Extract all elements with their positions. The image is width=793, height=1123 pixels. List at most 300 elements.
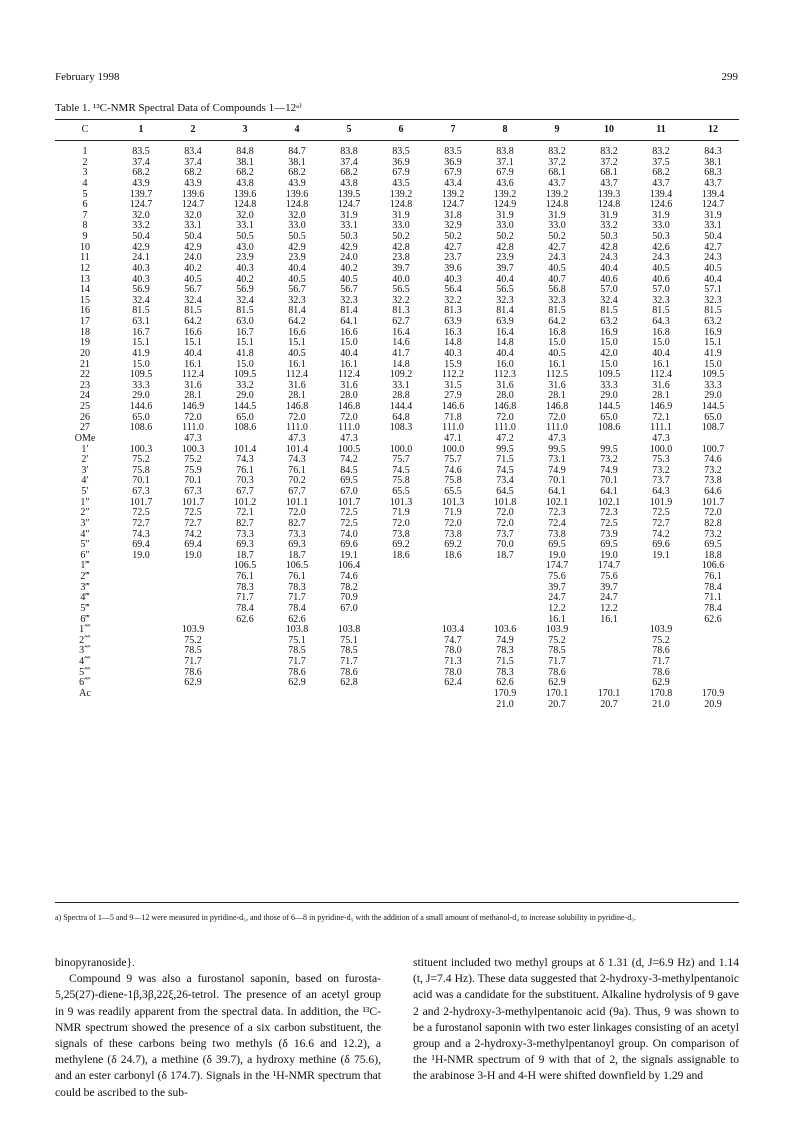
shift-value: 139.7	[129, 188, 153, 200]
shift-value	[687, 636, 739, 647]
shift-value: 74.2	[340, 454, 358, 466]
shift-value: 73.8	[444, 528, 462, 540]
shift-value: 40.6	[652, 273, 670, 285]
shift-value: 71.5	[496, 454, 514, 466]
shift-value: 124.7	[337, 199, 361, 211]
column-header: 6	[375, 120, 427, 141]
shift-value: 124.7	[441, 199, 465, 211]
table-row	[55, 678, 739, 689]
table-footnote: a) Spectra of 1—5 and 9—12 were measured in pyridine-d₅, and those of 6—8 in pyridine-d₅ with the addition of a small amount of methanol-d₄ to increase solubility in pyridine-d₅.	[55, 913, 637, 922]
shift-value: 74.2	[184, 528, 202, 540]
shift-value: 62.9	[184, 677, 202, 689]
shift-value: 32.3	[340, 294, 358, 306]
shift-value: 72.4	[548, 517, 566, 529]
shift-value	[687, 668, 739, 679]
shift-value: 78.4	[288, 602, 306, 614]
column-header: C	[55, 120, 115, 141]
shift-value	[583, 636, 635, 647]
shift-value: 101.8	[493, 496, 517, 508]
shift-value: 62.6	[704, 613, 722, 625]
shift-value: 81.5	[236, 305, 254, 317]
shift-value: 146.8	[493, 401, 517, 412]
shift-value: 72.1	[652, 411, 670, 423]
table-row	[55, 434, 739, 445]
shift-value: 68.1	[600, 167, 618, 179]
table-row	[55, 668, 739, 679]
carbon-label: 12	[80, 262, 90, 274]
carbon-label: 13	[80, 273, 90, 285]
shift-value: 16.1	[184, 358, 202, 370]
shift-value	[479, 583, 531, 594]
shift-value: 101.4	[285, 443, 309, 455]
shift-value: 100.0	[389, 443, 413, 455]
shift-value: 39.6	[444, 262, 462, 274]
shift-value: 108.3	[389, 422, 413, 434]
shift-value: 33.0	[288, 220, 306, 232]
shift-value: 40.4	[496, 347, 514, 359]
shift-value: 23.9	[236, 252, 254, 264]
shift-value	[115, 604, 167, 615]
shift-value: 33.2	[236, 379, 254, 391]
shift-value: 69.3	[288, 539, 306, 551]
shift-value: 31.9	[704, 209, 722, 221]
shift-value: 76.1	[236, 571, 254, 582]
shift-value: 40.4	[288, 262, 306, 274]
shift-value	[115, 593, 167, 604]
shift-value: 63.2	[704, 316, 722, 327]
shift-value: 39.7	[392, 262, 410, 274]
carbon-label: 5‴	[80, 602, 90, 614]
shift-value: 101.3	[441, 496, 465, 508]
carbon-label: 22	[80, 369, 90, 381]
shift-value: 15.0	[600, 358, 618, 370]
shift-value: 72.0	[288, 507, 306, 519]
carbon-label: 9	[82, 231, 88, 242]
shift-value: 24.7	[548, 592, 566, 604]
shift-value: 144.6	[129, 401, 153, 412]
table-row	[55, 700, 739, 711]
carbon-label: 3′	[81, 464, 89, 476]
shift-value: 72.5	[652, 507, 670, 519]
shift-value: 38.1	[704, 156, 722, 168]
shift-value: 67.9	[496, 167, 514, 179]
shift-value: 32.0	[236, 209, 254, 221]
carbon-label: 1′	[81, 443, 89, 455]
shift-value: 31.9	[600, 209, 618, 221]
shift-value: 73.8	[548, 528, 566, 540]
shift-value: 124.9	[493, 199, 517, 211]
shift-value: 170.9	[701, 687, 725, 699]
shift-value: 75.2	[184, 454, 202, 466]
shift-value: 72.5	[600, 517, 618, 529]
shift-value: 73.7	[652, 475, 670, 487]
shift-value: 73.1	[548, 454, 566, 466]
shift-value	[479, 572, 531, 583]
shift-value: 174.7	[545, 560, 569, 572]
shift-value: 139.2	[493, 188, 517, 200]
shift-value	[427, 593, 479, 604]
shift-value: 71.7	[288, 592, 306, 604]
shift-value: 144.5	[701, 401, 725, 412]
carbon-label: 24	[80, 390, 90, 402]
shift-value	[167, 593, 219, 604]
shift-value: 40.3	[132, 262, 150, 274]
shift-value: 69.2	[444, 539, 462, 551]
table-row	[55, 264, 739, 275]
shift-value: 78.6	[548, 666, 566, 678]
shift-value: 29.0	[236, 390, 254, 402]
shift-value: 103.8	[337, 624, 361, 636]
table-row	[55, 551, 739, 562]
shift-value	[115, 561, 167, 572]
shift-value: 47.1	[444, 432, 462, 444]
shift-value: 73.2	[600, 454, 618, 466]
shift-value: 33.3	[132, 379, 150, 391]
shift-value: 112.4	[649, 369, 673, 381]
shift-value: 75.2	[548, 634, 566, 646]
shift-value: 32.9	[444, 220, 462, 232]
carbon-label: 3	[82, 167, 88, 179]
shift-value: 39.7	[496, 262, 514, 274]
shift-value: 32.3	[288, 294, 306, 306]
carbon-label	[55, 700, 115, 711]
shift-value	[271, 689, 323, 700]
shift-value: 71.3	[444, 656, 462, 667]
shift-value: 18.8	[704, 549, 722, 561]
shift-value: 101.4	[233, 443, 257, 455]
shift-value: 62.6	[496, 677, 514, 689]
shift-value: 42.8	[496, 241, 514, 253]
carbon-label: 1⁗	[79, 624, 91, 636]
shift-value: 146.9	[649, 401, 673, 412]
shift-value: 81.5	[704, 305, 722, 317]
shift-value: 101.7	[701, 496, 725, 508]
shift-value: 64.2	[548, 316, 566, 327]
shift-value: 31.6	[652, 379, 670, 391]
shift-value: 76.1	[288, 571, 306, 582]
carbon-label: 2″	[80, 507, 90, 519]
carbon-label: 2′	[81, 454, 89, 466]
shift-value	[167, 700, 219, 711]
carbon-label: 19	[80, 337, 90, 349]
shift-value: 16.0	[496, 358, 514, 370]
carbon-label: 15	[80, 294, 90, 306]
shift-value: 42.8	[600, 241, 618, 253]
shift-value: 31.6	[288, 379, 306, 391]
nmr-data-table	[55, 119, 739, 710]
shift-value: 83.5	[132, 146, 150, 157]
shift-value: 32.2	[392, 294, 410, 306]
shift-value: 43.4	[444, 177, 462, 189]
shift-value: 78.5	[548, 645, 566, 657]
shift-value: 47.3	[184, 432, 202, 444]
shift-value: 33.0	[496, 220, 514, 232]
shift-value: 33.1	[704, 220, 722, 232]
shift-value: 50.4	[132, 231, 150, 242]
shift-value: 16.4	[392, 326, 410, 338]
shift-value: 139.4	[701, 188, 725, 200]
shift-value: 57.0	[600, 284, 618, 296]
shift-value: 170.1	[597, 687, 621, 699]
shift-value: 42.6	[652, 241, 670, 253]
shift-value: 63.1	[132, 316, 150, 327]
shift-value: 72.0	[288, 411, 306, 423]
shift-value: 170.9	[493, 687, 517, 699]
carbon-label: 3″	[80, 517, 90, 529]
shift-value	[687, 434, 739, 445]
shift-value: 67.9	[392, 167, 410, 179]
shift-value: 19.0	[548, 549, 566, 561]
shift-value: 42.9	[340, 241, 358, 253]
shift-value: 41.9	[132, 347, 150, 359]
carbon-label: 5⁗	[79, 666, 91, 678]
shift-value: 36.9	[392, 156, 410, 168]
shift-value: 83.4	[184, 146, 202, 157]
shift-value: 12.2	[548, 602, 566, 614]
page-number: 299	[721, 71, 738, 83]
shift-value: 71.7	[236, 592, 254, 604]
column-header: 12	[687, 120, 739, 141]
carbon-label: 4′	[81, 475, 89, 487]
shift-value: 28.1	[184, 390, 202, 402]
shift-value: 32.2	[444, 294, 462, 306]
shift-value: 16.4	[496, 326, 514, 338]
table-row	[55, 572, 739, 583]
shift-value: 16.6	[340, 326, 358, 338]
shift-value: 75.6	[548, 571, 566, 582]
shift-value	[375, 700, 427, 711]
shift-value: 78.6	[652, 645, 670, 657]
shift-value: 124.8	[233, 199, 257, 211]
shift-value: 67.0	[340, 486, 358, 497]
shift-value: 139.2	[545, 188, 569, 200]
shift-value: 15.1	[132, 337, 150, 349]
shift-value: 124.8	[285, 199, 309, 211]
shift-value: 69.5	[340, 475, 358, 487]
table-row	[55, 604, 739, 615]
shift-value: 15.0	[600, 337, 618, 349]
carbon-label: 18	[80, 326, 90, 338]
shift-value	[375, 615, 427, 626]
shift-value: 74.5	[496, 464, 514, 476]
shift-value: 111.0	[442, 422, 464, 434]
shift-value: 32.3	[704, 294, 722, 306]
shift-value: 43.7	[652, 177, 670, 189]
shift-value: 56.9	[132, 284, 150, 296]
shift-value: 42.0	[600, 347, 618, 359]
shift-value: 16.7	[132, 326, 150, 338]
shift-value: 29.0	[704, 390, 722, 402]
shift-value: 32.4	[184, 294, 202, 306]
shift-value: 40.5	[288, 273, 306, 285]
shift-value: 64.1	[600, 486, 618, 497]
shift-value: 50.5	[236, 231, 254, 242]
shift-value: 72.1	[236, 507, 254, 519]
shift-value: 69.2	[392, 539, 410, 551]
shift-value: 38.1	[236, 156, 254, 168]
table-row	[55, 583, 739, 594]
carbon-label: 14	[80, 284, 90, 296]
carbon-label: 1	[82, 146, 88, 157]
shift-value	[375, 636, 427, 647]
shift-value: 67.3	[184, 486, 202, 497]
shift-value	[271, 700, 323, 711]
shift-value: 78.6	[340, 666, 358, 678]
shift-value: 78.3	[288, 581, 306, 593]
shift-value: 56.8	[548, 284, 566, 296]
shift-value	[115, 646, 167, 657]
shift-value: 71.7	[340, 656, 358, 667]
shift-value: 78.3	[236, 581, 254, 593]
shift-value: 78.6	[288, 666, 306, 678]
shift-value	[115, 700, 167, 711]
shift-value: 70.2	[288, 475, 306, 487]
shift-value: 75.8	[392, 475, 410, 487]
shift-value: 73.3	[288, 528, 306, 540]
column-header: 9	[531, 120, 583, 141]
shift-value: 72.3	[548, 507, 566, 519]
shift-value: 102.1	[545, 496, 569, 508]
shift-value: 75.2	[652, 634, 670, 646]
shift-value	[115, 668, 167, 679]
shift-value: 47.3	[548, 432, 566, 444]
shift-value: 75.2	[132, 454, 150, 466]
shift-value: 20.7	[600, 698, 618, 710]
column-header: 3	[219, 120, 271, 141]
carbon-label: 17	[80, 316, 90, 327]
shift-value: 40.5	[340, 273, 358, 285]
shift-value: 72.7	[652, 517, 670, 529]
shift-value: 99.5	[496, 443, 514, 455]
shift-value: 72.5	[184, 507, 202, 519]
shift-value: 81.4	[288, 305, 306, 317]
shift-value: 24.0	[184, 252, 202, 264]
shift-value: 84.7	[288, 146, 306, 157]
shift-value: 73.8	[392, 528, 410, 540]
paragraph: binopyranoside}.	[55, 956, 135, 969]
shift-value: 16.1	[548, 358, 566, 370]
shift-value: 16.6	[288, 326, 306, 338]
shift-value: 81.5	[600, 305, 618, 317]
shift-value: 69.4	[132, 539, 150, 551]
shift-value	[427, 604, 479, 615]
shift-value: 84.5	[340, 464, 358, 476]
carbon-label: 1″	[80, 496, 90, 508]
shift-value: 32.3	[652, 294, 670, 306]
shift-value	[687, 625, 739, 636]
shift-value: 47.3	[288, 432, 306, 444]
shift-value: 65.5	[392, 486, 410, 497]
shift-value: 64.8	[392, 411, 410, 423]
shift-value: 68.2	[288, 167, 306, 179]
shift-value: 40.5	[548, 262, 566, 274]
shift-value: 73.2	[704, 464, 722, 476]
shift-value: 144.5	[597, 401, 621, 412]
shift-value: 124.7	[181, 199, 205, 211]
shift-value: 69.6	[652, 539, 670, 551]
shift-value: 72.5	[340, 507, 358, 519]
shift-value: 67.9	[444, 167, 462, 179]
carbon-label: 16	[80, 305, 90, 317]
shift-value: 23.8	[392, 252, 410, 264]
shift-value: 38.1	[288, 156, 306, 168]
shift-value: 15.1	[184, 337, 202, 349]
shift-value: 37.1	[496, 156, 514, 168]
shift-value: 78.2	[340, 581, 358, 593]
shift-value: 24.3	[548, 252, 566, 264]
shift-value: 39.7	[548, 581, 566, 593]
shift-value: 50.5	[288, 231, 306, 242]
shift-value: 32.0	[184, 209, 202, 221]
shift-value	[115, 625, 167, 636]
shift-value: 29.0	[132, 390, 150, 402]
shift-value: 73.9	[600, 528, 618, 540]
shift-value: 24.3	[652, 252, 670, 264]
shift-value: 146.8	[545, 401, 569, 412]
shift-value: 69.4	[184, 539, 202, 551]
shift-value: 37.2	[548, 156, 566, 168]
shift-value: 69.6	[340, 539, 358, 551]
shift-value: 28.8	[392, 390, 410, 402]
shift-value: 42.8	[392, 241, 410, 253]
shift-value: 33.2	[132, 220, 150, 232]
shift-value: 83.2	[652, 146, 670, 157]
shift-value: 146.8	[337, 401, 361, 412]
shift-value: 139.2	[389, 188, 413, 200]
shift-value: 101.1	[285, 496, 309, 508]
shift-value: 16.1	[652, 358, 670, 370]
table-row	[55, 349, 739, 360]
shift-value: 65.0	[704, 411, 722, 423]
shift-value: 78.5	[184, 645, 202, 657]
shift-value: 84.3	[704, 146, 722, 157]
shift-value: 139.6	[181, 188, 205, 200]
shift-value: 111.1	[650, 422, 672, 434]
shift-value: 111.0	[286, 422, 308, 434]
shift-value: 56.7	[340, 284, 358, 296]
shift-value	[219, 678, 271, 689]
shift-value	[427, 583, 479, 594]
shift-value: 65.0	[132, 411, 150, 423]
shift-value	[219, 700, 271, 711]
carbon-label: 6″	[80, 549, 90, 561]
shift-value: 71.1	[704, 592, 722, 604]
shift-value: 101.3	[389, 496, 413, 508]
shift-value	[375, 604, 427, 615]
carbon-label: 6‴	[80, 613, 90, 625]
shift-value: 21.0	[652, 698, 670, 710]
shift-value: 40.5	[288, 347, 306, 359]
carbon-label: OMe	[74, 432, 96, 444]
shift-value: 76.1	[288, 464, 306, 476]
table-row	[55, 636, 739, 647]
shift-value: 82.8	[704, 517, 722, 529]
shift-value	[375, 593, 427, 604]
shift-value: 78.6	[652, 666, 670, 678]
shift-value: 16.1	[548, 613, 566, 625]
shift-value: 32.3	[496, 294, 514, 306]
shift-value: 64.1	[548, 486, 566, 497]
shift-value	[115, 434, 167, 445]
carbon-label: 2⁗	[79, 634, 91, 646]
shift-value: 40.0	[392, 273, 410, 285]
shift-value: 50.3	[600, 231, 618, 242]
shift-value: 57.0	[652, 284, 670, 296]
shift-value: 41.7	[392, 347, 410, 359]
table-caption: Table 1. ¹³C-NMR Spectral Data of Compounds 1—12ᵃ⁾	[55, 102, 302, 114]
shift-value: 71.8	[444, 411, 462, 423]
shift-value: 111.0	[494, 422, 516, 434]
